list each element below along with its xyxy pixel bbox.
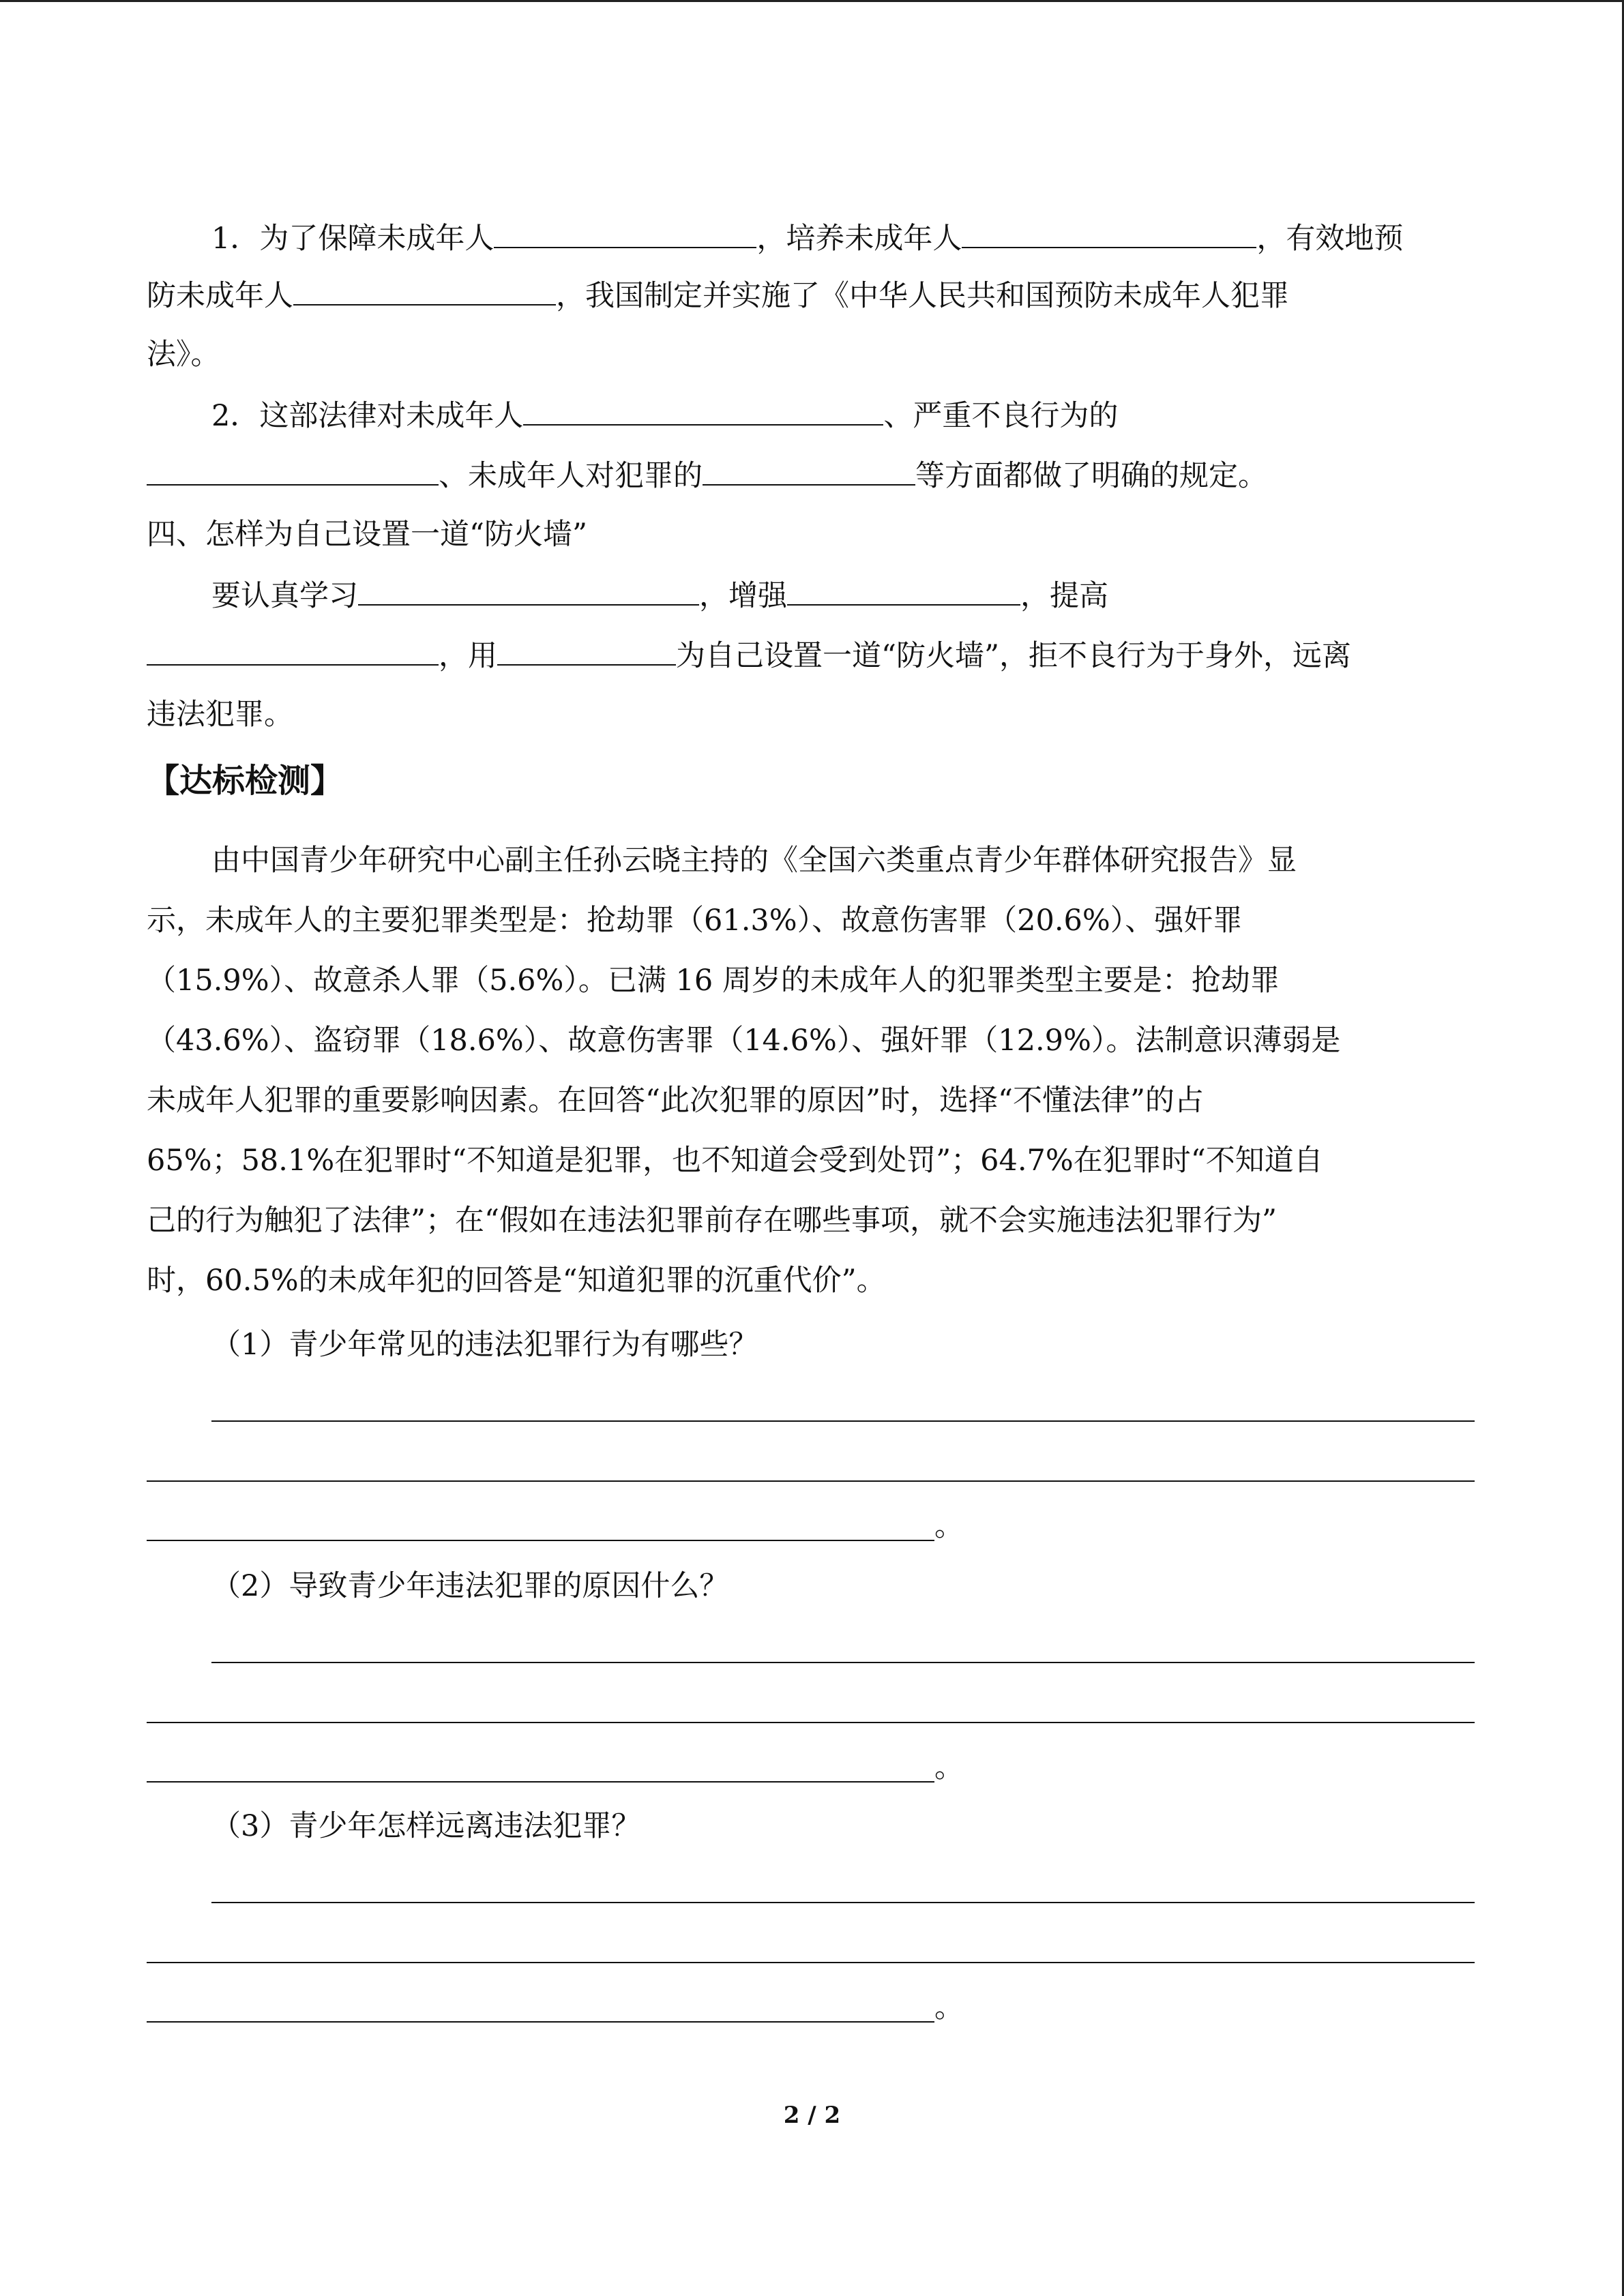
page-border-top (0, 0, 1624, 2)
q2-answer-line-2[interactable] (147, 1722, 1475, 1723)
paragraph-line-4: （43.6%）、盗窃罪（18.6%）、故意伤害罪（14.6%）、强奸罪（12.9%）。法制意识薄弱是 (147, 1024, 1341, 1058)
q1-text-a: 1．为了保障未成年人 (211, 222, 494, 256)
paragraph-line-6: 65%；58.1%在犯罪时“不知道是犯罪，也不知道会受到处罚”；64.7%在犯罪时“不知道自 (147, 1144, 1323, 1178)
section4-line-2 (147, 634, 1351, 675)
question-1: （1）青少年常见的违法犯罪行为有哪些？ (211, 1328, 758, 1362)
q2-text-a: 2．这部法律对未成年人 (211, 399, 524, 433)
section4-line-1 (211, 574, 1108, 615)
q1-blank-3[interactable] (293, 274, 556, 305)
q1-line-3 (147, 334, 220, 375)
s4-text-a: 要认真学习 (211, 579, 358, 613)
s4-blank-2[interactable] (787, 574, 1020, 606)
paragraph-line-2: 示，未成年人的主要犯罪类型是：抢劫罪（61.3%）、故意伤害罪（20.6%）、强奸罪 (147, 904, 1243, 938)
q2-text-b: 、严重不良行为的 (883, 399, 1119, 433)
q3-answer-line-3[interactable] (147, 2021, 934, 2023)
q2-blank-1[interactable] (523, 394, 883, 426)
s4-blank-1[interactable] (358, 574, 699, 606)
q2-line-1 (211, 394, 1118, 435)
s4-text-c: ，提高 (1020, 579, 1108, 613)
q1-answer-line-2[interactable] (147, 1480, 1475, 1482)
paragraph-line-7: 己的行为触犯了法律”；在“假如在违法犯罪前存在哪些事项，就不会实施违法犯罪行为” (147, 1204, 1277, 1238)
assessment-heading: 【达标检测】 (147, 762, 344, 800)
q3-answer-line-1[interactable] (211, 1902, 1475, 1903)
q2-answer-end: 。 (934, 1750, 964, 1785)
paragraph-line-1: 由中国青少年研究中心副主任孙云晓主持的《全国六类重点青少年群体研究报告》显 (211, 844, 1297, 878)
q2-answer-line-1[interactable] (211, 1662, 1475, 1663)
q2-blank-3[interactable] (703, 454, 915, 486)
q1-line-2 (147, 274, 1289, 315)
paragraph-line-5: 未成年人犯罪的重要影响因素。在回答“此次犯罪的原因”时，选择“不懂法律”的占 (147, 1084, 1204, 1118)
s4-blank-3[interactable] (147, 634, 439, 666)
s4-text-b: ，增强 (699, 579, 787, 613)
page-number: 2 / 2 (783, 2102, 841, 2129)
question-2: （2）导致青少年违法犯罪的原因什么？ (211, 1569, 729, 1603)
q1-blank-1[interactable] (494, 217, 756, 248)
q2-line-2 (147, 454, 1267, 495)
paragraph-line-8: 时，60.5%的未成年犯的回答是“知道犯罪的沉重代价”。 (147, 1264, 886, 1298)
q1-answer-line-1[interactable] (211, 1420, 1475, 1422)
q1-text-e: ，我国制定并实施了《中华人民共和国预防未成年人犯罪 (556, 279, 1289, 313)
question-3: （3）青少年怎样远离违法犯罪？ (211, 1809, 641, 1843)
q1-text-d: 防未成年人 (147, 279, 293, 313)
q2-answer-line-3[interactable] (147, 1781, 934, 1783)
s4-text-d: ，用 (439, 639, 497, 673)
q1-line-1 (211, 217, 1403, 258)
q2-text-c: 、未成年人对犯罪的 (439, 459, 703, 493)
q1-answer-end: 。 (934, 1509, 964, 1543)
q2-blank-2[interactable] (147, 454, 439, 486)
section4-heading: 四、怎样为自己设置一道“防火墙” (147, 518, 587, 552)
q3-answer-line-2[interactable] (147, 1962, 1475, 1963)
s4-blank-4[interactable] (497, 634, 676, 666)
q2-text-d: 等方面都做了明确的规定。 (915, 459, 1267, 493)
q3-answer-end: 。 (934, 1991, 964, 2025)
q1-blank-2[interactable] (962, 217, 1256, 248)
q1-answer-line-3[interactable] (147, 1540, 934, 1541)
section4-line-3: 违法犯罪。 (147, 698, 293, 732)
paragraph-line-3: （15.9%）、故意杀人罪（5.6%）。已满 16 周岁的未成年人的犯罪类型主要是：抢劫罪 (147, 964, 1280, 998)
q1-text-c: ，有效地预 (1256, 222, 1404, 256)
q1-text-b: ，培养未成年人 (756, 222, 962, 256)
q1-text-f: 法》。 (147, 338, 220, 372)
s4-text-e: 为自己设置一道“防火墙”，拒不良行为于身外，远离 (676, 639, 1351, 673)
